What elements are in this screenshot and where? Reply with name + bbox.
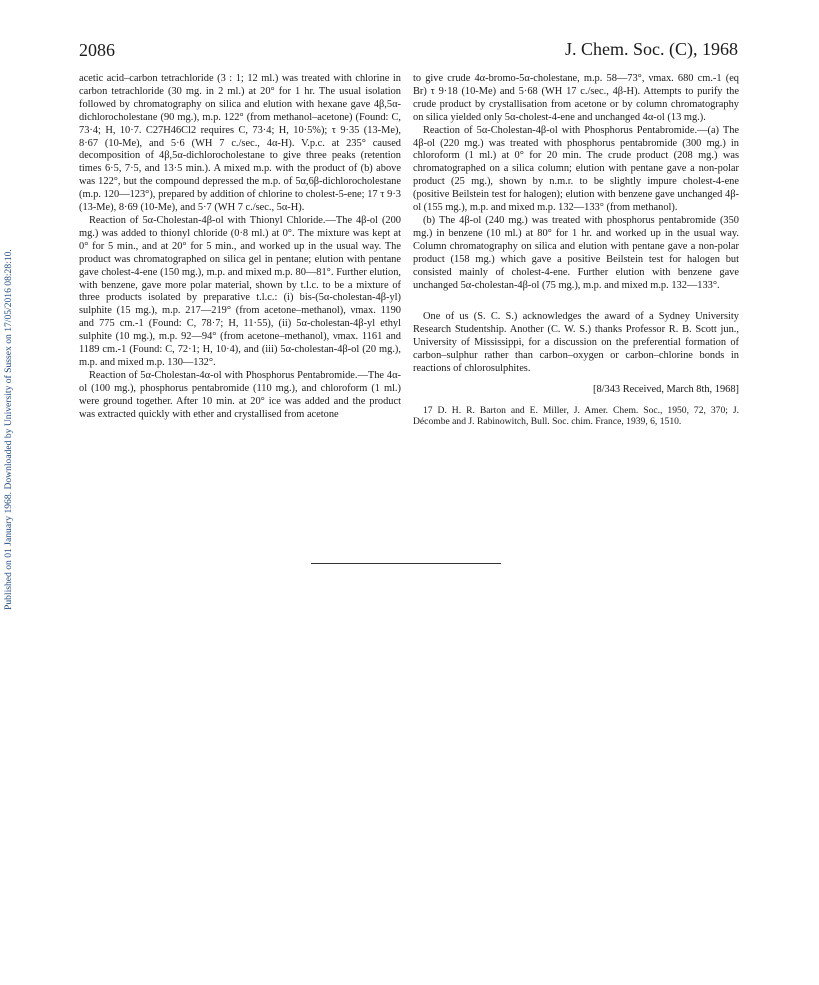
acknowledgement: One of us (S. C. S.) acknowledges the award of a Sydney University Research Studentship. Another (C. W. S.) thanks Professor R. B. Scott jun., University of Mississippi, for a discussion on the preferential formation of carbon–sulphur rather than carbon–oxygen or carbon–chlorine bonds in reactions of chlorosulphites. [413, 311, 739, 375]
paragraph: Reaction of 5α-Cholestan-4β-ol with Thionyl Chloride.—The 4β-ol (200 mg.) was added to thionyl chloride (0·8 ml.) at 0°. The mixture was kept at 0° for 5 min., and at 20° for 5 min., and worked up in the usual way. The product was chromatographed on silica gel in pentane; elution with pentane gave cholest-4-ene (150 mg.), m.p. and mixed m.p. 80—81°. Further elution, with benzene, gave more polar material, shown by t.l.c. to be a mixture of three products isolated by preparative t.l.c.: (i) bis-(5α-cholestan-4β-yl) sulphite (15 mg.), m.p. 217—219° (from acetone–methanol), νmax. 1190 and 775 cm.-1 (Found: C, 78·7; H, 11·55), (ii) 5α-cholestan-4β-yl ethyl sulphite (10 mg.), m.p. 92—94° (from acetone–methanol), νmax. 1161 and 1189 cm.-1 (Found: C, 72·1; H, 10·4), and (iii) 5α-cholestan-4β-ol (20 mg.), m.p. and mixed m.p. 130—132°. [79, 214, 401, 368]
journal-title: J. Chem. Soc. (C), 1968 [565, 39, 738, 59]
page-number: 2086 [79, 40, 115, 60]
paragraph: Reaction of 5α-Cholestan-4α-ol with Phosphorus Pentabromide.—The 4α-ol (100 mg.), phosphorus pentabromide (110 mg.), and chloroform (1 ml.) were ground together. After 10 min. at 20° ice was added and the product was extracted quickly with ether and crystallised from acetone [79, 369, 401, 420]
paragraph: acetic acid–carbon tetrachloride (3 : 1; 12 ml.) was treated with chlorine in carbon tetrachloride (30 mg. in 2 ml.) at 20° for 1 hr. The usual isolation followed by chromatography on silica and elution with hexane gave 4β,5α-dichlorocholestane (90 mg.), m.p. 122° (from methanol–acetone) (Found: C, 73·4; H, 10·7. C27H46Cl2 requires C, 73·4; H, 10·5%); τ 9·35 (13-Me), 8·67 (10-Me), and 5·6 (WH 7 c./sec., 4α-H). V.p.c. at 235° caused decomposition of 4β,5α-dichlorocholestane to give three peaks (retention times 6·5, 7·5, and 13·5 min.). A mixed m.p. with the product of (b) above was 122°, but the compound depressed the m.p. of 5α,6β-dichlorocholestane (m.p. 120—123°), prepared by addition of chlorine to cholest-5-ene; 17 τ 9·3 (13-Me), 8·69 (10-Me), and 5·7 (WH 7 c./sec., 5α-H). [79, 73, 401, 214]
footnote: 17 D. H. R. Barton and E. Miller, J. Amer. Chem. Soc., 1950, 72, 370; J. Décombe and J. Rabinowitch, Bull. Soc. chim. France, 1939, 6, 1510. [413, 404, 739, 428]
right-column [413, 73, 739, 428]
left-column [79, 73, 401, 421]
end-rule [311, 563, 501, 564]
provenance-text: Published on 01 January 1968. Downloaded by University of Sussex on 17/05/2016 08:28:10. [3, 249, 14, 610]
received-date: [8/343 Received, March 8th, 1968] [592, 383, 739, 395]
paragraph: to give crude 4α-bromo-5α-cholestane, m.p. 58—73°, νmax. 680 cm.-1 (eq Br) τ 9·18 (10-Me) and 5·68 (WH 17 c./sec., 4β-H). Attempts to purify the crude product by crystallisation from acetone or by column chromatography on silica yielded only 5α-cholest-4-ene and unchanged 4α-ol (13 mg.). [413, 73, 739, 123]
provenance-sidebar [2, 110, 16, 610]
paragraph: (b) The 4β-ol (240 mg.) was treated with phosphorus pentabromide (350 mg.) in benzene (10 ml.) at 80° for 1 hr. and worked up in the usual way. Column chromatography on silica and elution with pentane gave a non-polar product (158 mg.) which gave a positive Beilstein test for halogen but consisted mainly of cholest-4-ene. Further elution with benzene gave unchanged 5α-cholestan-4β-ol (75 mg.), m.p. and mixed m.p. 132—133°. [413, 214, 739, 291]
paragraph: Reaction of 5α-Cholestan-4β-ol with Phosphorus Pentabromide.—(a) The 4β-ol (220 mg.) was treated with phosphorus pentabromide (300 mg.) in chloroform (1 ml.) at 0° for 20 min. The crude product (208 mg.) was chromatographed on a silica column; elution with pentane gave a non-polar product (25 mg.), shown by n.m.r. to be slightly impure cholest-4-ene (positive Beilstein test for halogen); elution with benzene gave unchanged 4β-ol (155 mg.), m.p. and mixed m.p. 132—133° (from methanol). [413, 124, 739, 214]
